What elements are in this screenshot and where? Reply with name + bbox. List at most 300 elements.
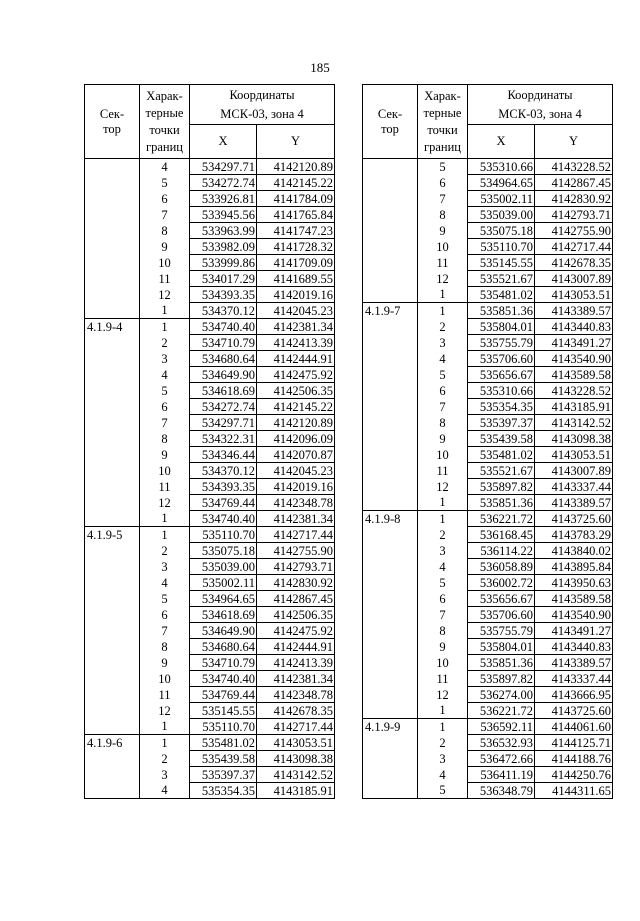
sector-cell: [363, 255, 418, 271]
header-coords-text: Координаты МСК-03, зона 4: [498, 87, 582, 121]
point-cell: 5: [140, 591, 190, 607]
y-cell: 4142348.78: [257, 687, 335, 703]
sector-cell: [85, 383, 140, 399]
sector-cell: [85, 223, 140, 239]
header-coords: [468, 85, 613, 125]
sector-cell: [363, 463, 418, 479]
point-cell: 5: [418, 159, 468, 175]
table-row: [85, 511, 335, 527]
x-cell: 534649.90: [190, 367, 257, 383]
y-cell: 4142444.91: [257, 351, 335, 367]
table-row: [85, 655, 335, 671]
sector-cell: [363, 479, 418, 495]
sector-cell: [85, 463, 140, 479]
point-cell: 7: [418, 607, 468, 623]
point-cell: 4: [418, 559, 468, 575]
point-cell: 4: [418, 351, 468, 367]
table-row: [85, 367, 335, 383]
y-cell: 4143783.29: [535, 527, 613, 543]
x-cell: 536472.66: [468, 751, 535, 767]
point-cell: 9: [418, 223, 468, 239]
table-row: [85, 303, 335, 319]
y-cell: 4143337.44: [535, 479, 613, 495]
x-cell: 535851.36: [468, 655, 535, 671]
x-cell: 534297.71: [190, 159, 257, 175]
table-row: [85, 159, 335, 175]
point-cell: 3: [140, 351, 190, 367]
y-cell: 4143725.60: [535, 511, 613, 527]
x-cell: 535110.70: [190, 719, 257, 735]
y-cell: 4142019.16: [257, 287, 335, 303]
table-row: [85, 223, 335, 239]
table-row: [363, 671, 613, 687]
point-cell: 2: [140, 335, 190, 351]
sector-cell: [363, 399, 418, 415]
y-cell: 4142070.87: [257, 447, 335, 463]
x-cell: 535075.18: [468, 223, 535, 239]
table-row: [85, 639, 335, 655]
x-cell: 535439.58: [190, 751, 257, 767]
table-row: [363, 783, 613, 799]
y-cell: 4144311.65: [535, 783, 613, 799]
sector-cell: [85, 239, 140, 255]
sector-cell: 4.1.9-7: [363, 303, 418, 319]
sector-cell: [85, 575, 140, 591]
x-cell: 535110.70: [468, 239, 535, 255]
y-cell: 4142830.92: [535, 191, 613, 207]
point-cell: 5: [418, 783, 468, 799]
sector-cell: [85, 303, 140, 319]
point-cell: 1: [418, 703, 468, 719]
y-cell: 4142381.34: [257, 511, 335, 527]
sector-cell: [85, 335, 140, 351]
y-cell: 4144250.76: [535, 767, 613, 783]
sector-cell: [363, 671, 418, 687]
x-cell: 536532.93: [468, 735, 535, 751]
point-cell: 10: [140, 255, 190, 271]
table-row: [85, 543, 335, 559]
table-row: [363, 175, 613, 191]
y-cell: 4143389.57: [535, 655, 613, 671]
point-cell: 12: [140, 287, 190, 303]
table-row: [363, 399, 613, 415]
x-cell: 534769.44: [190, 687, 257, 703]
x-cell: 535039.00: [468, 207, 535, 223]
y-cell: 4143228.52: [535, 383, 613, 399]
y-cell: 4142717.44: [257, 527, 335, 543]
sector-cell: [85, 703, 140, 719]
sector-cell: [85, 655, 140, 671]
x-cell: 536592.11: [468, 719, 535, 735]
table-row: [363, 591, 613, 607]
sector-cell: [363, 431, 418, 447]
y-cell: 4143589.58: [535, 367, 613, 383]
page-number: 185: [310, 60, 330, 75]
sector-cell: [363, 335, 418, 351]
point-cell: 2: [140, 543, 190, 559]
coordinates-table-left: [84, 84, 335, 799]
point-cell: 11: [140, 479, 190, 495]
sector-cell: [363, 495, 418, 511]
y-cell: 4142413.39: [257, 655, 335, 671]
sector-cell: [85, 687, 140, 703]
point-cell: 9: [140, 655, 190, 671]
point-cell: 12: [418, 271, 468, 287]
y-cell: 4143491.27: [535, 335, 613, 351]
y-cell: 4143491.27: [535, 623, 613, 639]
y-cell: 4143053.51: [535, 287, 613, 303]
sector-cell: [363, 319, 418, 335]
y-cell: 4142678.35: [535, 255, 613, 271]
table-row: [363, 223, 613, 239]
table-row: [85, 479, 335, 495]
table-row: [363, 719, 613, 735]
point-cell: 8: [418, 207, 468, 223]
table-row: [85, 287, 335, 303]
x-cell: 534964.65: [190, 591, 257, 607]
sector-cell: [85, 607, 140, 623]
table-row: [363, 527, 613, 543]
sector-cell: [363, 527, 418, 543]
sector-cell: [85, 271, 140, 287]
y-cell: 4141728.32: [257, 239, 335, 255]
point-cell: 4: [140, 367, 190, 383]
table-row: [85, 255, 335, 271]
table-row: [363, 287, 613, 303]
table-row: [363, 751, 613, 767]
point-cell: 2: [418, 735, 468, 751]
point-cell: 6: [140, 399, 190, 415]
sector-cell: [85, 159, 140, 175]
point-cell: 8: [140, 431, 190, 447]
x-cell: 535002.11: [468, 191, 535, 207]
sector-cell: [363, 607, 418, 623]
point-cell: 2: [140, 751, 190, 767]
y-cell: 4142755.90: [257, 543, 335, 559]
y-cell: 4142045.23: [257, 463, 335, 479]
y-cell: 4142475.92: [257, 623, 335, 639]
point-cell: 3: [140, 767, 190, 783]
point-cell: 4: [140, 783, 190, 799]
x-cell: 536221.72: [468, 703, 535, 719]
x-cell: 534272.74: [190, 175, 257, 191]
point-cell: 9: [140, 447, 190, 463]
y-cell: 4142717.44: [257, 719, 335, 735]
x-cell: 535851.36: [468, 303, 535, 319]
point-cell: 9: [140, 239, 190, 255]
table-row: [85, 399, 335, 415]
y-cell: 4143098.38: [257, 751, 335, 767]
table-row: [363, 543, 613, 559]
y-cell: 4143228.52: [535, 159, 613, 175]
table-row: [85, 447, 335, 463]
table-row: [363, 303, 613, 319]
point-cell: 6: [418, 383, 468, 399]
header-sector-text: Сек- тор: [99, 106, 125, 136]
table-row: [363, 351, 613, 367]
x-cell: 534618.69: [190, 607, 257, 623]
x-cell: 535310.66: [468, 159, 535, 175]
point-cell: 8: [140, 639, 190, 655]
table-row: [85, 559, 335, 575]
header-x: X: [468, 125, 535, 159]
point-cell: 5: [418, 575, 468, 591]
y-cell: 4142381.34: [257, 319, 335, 335]
x-cell: 535145.55: [190, 703, 257, 719]
y-cell: 4141709.09: [257, 255, 335, 271]
point-cell: 1: [140, 319, 190, 335]
y-cell: 4143725.60: [535, 703, 613, 719]
sector-cell: [85, 543, 140, 559]
table-row: [363, 655, 613, 671]
sector-cell: [85, 287, 140, 303]
x-cell: 534370.12: [190, 303, 257, 319]
sector-cell: [85, 447, 140, 463]
sector-cell: [85, 431, 140, 447]
point-cell: 12: [140, 703, 190, 719]
table-row: [85, 335, 335, 351]
table-row: [363, 463, 613, 479]
y-cell: 4142506.35: [257, 383, 335, 399]
x-cell: 535354.35: [468, 399, 535, 415]
y-cell: 4143053.51: [535, 447, 613, 463]
sector-cell: [363, 175, 418, 191]
x-cell: 535397.37: [468, 415, 535, 431]
sector-cell: [363, 239, 418, 255]
point-cell: 11: [418, 255, 468, 271]
x-cell: 536114.22: [468, 543, 535, 559]
sector-cell: [85, 719, 140, 735]
sector-cell: [85, 751, 140, 767]
x-cell: 534393.35: [190, 479, 257, 495]
header-coords-text: Координаты МСК-03, зона 4: [220, 87, 304, 121]
x-cell: 533982.09: [190, 239, 257, 255]
x-cell: 534649.90: [190, 623, 257, 639]
table-body-left: [85, 159, 335, 799]
sector-cell: [363, 223, 418, 239]
point-cell: 4: [140, 159, 190, 175]
x-cell: 535706.60: [468, 351, 535, 367]
x-cell: 536411.19: [468, 767, 535, 783]
coordinates-table-right: [362, 84, 613, 799]
point-cell: 10: [140, 463, 190, 479]
sector-cell: [363, 191, 418, 207]
point-cell: 8: [418, 415, 468, 431]
table-row: [85, 575, 335, 591]
point-cell: 7: [140, 415, 190, 431]
sector-cell: [85, 399, 140, 415]
sector-cell: [85, 559, 140, 575]
y-cell: 4143142.52: [257, 767, 335, 783]
x-cell: 535002.11: [190, 575, 257, 591]
point-cell: 9: [418, 639, 468, 655]
sector-cell: [85, 207, 140, 223]
x-cell: 533999.86: [190, 255, 257, 271]
y-cell: 4143589.58: [535, 591, 613, 607]
y-cell: 4142096.09: [257, 431, 335, 447]
point-cell: 1: [418, 303, 468, 319]
table-row: [85, 527, 335, 543]
y-cell: 4142678.35: [257, 703, 335, 719]
point-cell: 7: [418, 399, 468, 415]
y-cell: 4142475.92: [257, 367, 335, 383]
table-row: [363, 191, 613, 207]
y-cell: 4144061.60: [535, 719, 613, 735]
sector-cell: [363, 735, 418, 751]
table-row: [85, 783, 335, 799]
y-cell: 4143440.83: [535, 639, 613, 655]
y-cell: 4143007.89: [535, 271, 613, 287]
x-cell: 536058.89: [468, 559, 535, 575]
point-cell: 1: [140, 719, 190, 735]
table-row: [85, 591, 335, 607]
y-cell: 4142717.44: [535, 239, 613, 255]
sector-cell: [363, 751, 418, 767]
header-sector: [85, 85, 140, 159]
y-cell: 4143840.02: [535, 543, 613, 559]
table-row: [85, 351, 335, 367]
point-cell: 2: [418, 527, 468, 543]
point-cell: 3: [418, 543, 468, 559]
sector-cell: [363, 783, 418, 799]
x-cell: 534322.31: [190, 431, 257, 447]
y-cell: 4142444.91: [257, 639, 335, 655]
sector-cell: [363, 623, 418, 639]
header-y: Y: [535, 125, 613, 159]
table-row: [85, 623, 335, 639]
table-row: [363, 767, 613, 783]
x-cell: 534740.40: [190, 671, 257, 687]
table-row: [363, 255, 613, 271]
x-cell: 535397.37: [190, 767, 257, 783]
header-sector: [363, 85, 418, 159]
x-cell: 534680.64: [190, 639, 257, 655]
x-cell: 535075.18: [190, 543, 257, 559]
sector-cell: [85, 767, 140, 783]
y-cell: 4142045.23: [257, 303, 335, 319]
y-cell: 4142506.35: [257, 607, 335, 623]
point-cell: 1: [140, 527, 190, 543]
sector-cell: [85, 175, 140, 191]
x-cell: 535656.67: [468, 367, 535, 383]
x-cell: 535481.02: [468, 287, 535, 303]
table-row: [363, 431, 613, 447]
sector-cell: [363, 159, 418, 175]
x-cell: 534964.65: [468, 175, 535, 191]
sector-cell: 4.1.9-6: [85, 735, 140, 751]
y-cell: 4141765.84: [257, 207, 335, 223]
table-row: [85, 415, 335, 431]
header-x: X: [190, 125, 257, 159]
y-cell: 4142145.22: [257, 175, 335, 191]
sector-cell: [85, 591, 140, 607]
sector-cell: [363, 703, 418, 719]
y-cell: 4143185.91: [535, 399, 613, 415]
point-cell: 5: [418, 367, 468, 383]
point-cell: 7: [140, 207, 190, 223]
y-cell: 4142413.39: [257, 335, 335, 351]
table-row: [363, 367, 613, 383]
header-points: [418, 85, 468, 159]
point-cell: 1: [418, 719, 468, 735]
point-cell: 3: [418, 335, 468, 351]
sector-cell: [363, 271, 418, 287]
x-cell: 535481.02: [190, 735, 257, 751]
table-row: [85, 319, 335, 335]
x-cell: 535439.58: [468, 431, 535, 447]
sector-cell: [363, 543, 418, 559]
point-cell: 8: [140, 223, 190, 239]
y-cell: 4143007.89: [535, 463, 613, 479]
x-cell: 534740.40: [190, 319, 257, 335]
sector-cell: [85, 639, 140, 655]
point-cell: 11: [418, 463, 468, 479]
sector-cell: [85, 511, 140, 527]
x-cell: 535039.00: [190, 559, 257, 575]
header-coords: [190, 85, 335, 125]
table-row: [85, 719, 335, 735]
table-row: [85, 767, 335, 783]
x-cell: 533945.56: [190, 207, 257, 223]
header-points-text: Харак- терные точки границ: [423, 88, 462, 154]
x-cell: 535481.02: [468, 447, 535, 463]
point-cell: 6: [140, 191, 190, 207]
y-cell: 4142830.92: [257, 575, 335, 591]
x-cell: 534710.79: [190, 335, 257, 351]
y-cell: 4142867.45: [535, 175, 613, 191]
table-row: [85, 175, 335, 191]
sector-cell: 4.1.9-5: [85, 527, 140, 543]
sector-cell: [363, 415, 418, 431]
point-cell: 5: [140, 383, 190, 399]
sector-cell: [363, 575, 418, 591]
sector-cell: [363, 559, 418, 575]
sector-cell: [363, 687, 418, 703]
table-row: [363, 495, 613, 511]
x-cell: 535851.36: [468, 495, 535, 511]
table-row: [85, 495, 335, 511]
x-cell: 535656.67: [468, 591, 535, 607]
table-row: [363, 703, 613, 719]
table-row: [85, 671, 335, 687]
sector-cell: [363, 767, 418, 783]
table-row: [363, 447, 613, 463]
point-cell: 4: [418, 767, 468, 783]
x-cell: 534370.12: [190, 463, 257, 479]
y-cell: 4143666.95: [535, 687, 613, 703]
table-row: [363, 559, 613, 575]
x-cell: 535804.01: [468, 639, 535, 655]
table-row: [85, 463, 335, 479]
point-cell: 1: [140, 303, 190, 319]
point-cell: 3: [140, 559, 190, 575]
sector-cell: [85, 783, 140, 799]
sector-cell: [85, 367, 140, 383]
y-cell: 4142381.34: [257, 671, 335, 687]
table-row: [363, 623, 613, 639]
y-cell: 4144188.76: [535, 751, 613, 767]
y-cell: 4142120.89: [257, 415, 335, 431]
x-cell: 536221.72: [468, 511, 535, 527]
x-cell: 535897.82: [468, 479, 535, 495]
y-cell: 4144125.71: [535, 735, 613, 751]
sector-cell: [363, 655, 418, 671]
sector-cell: [85, 495, 140, 511]
table-row: [363, 607, 613, 623]
point-cell: 1: [418, 511, 468, 527]
table-row: [363, 239, 613, 255]
x-cell: 534346.44: [190, 447, 257, 463]
